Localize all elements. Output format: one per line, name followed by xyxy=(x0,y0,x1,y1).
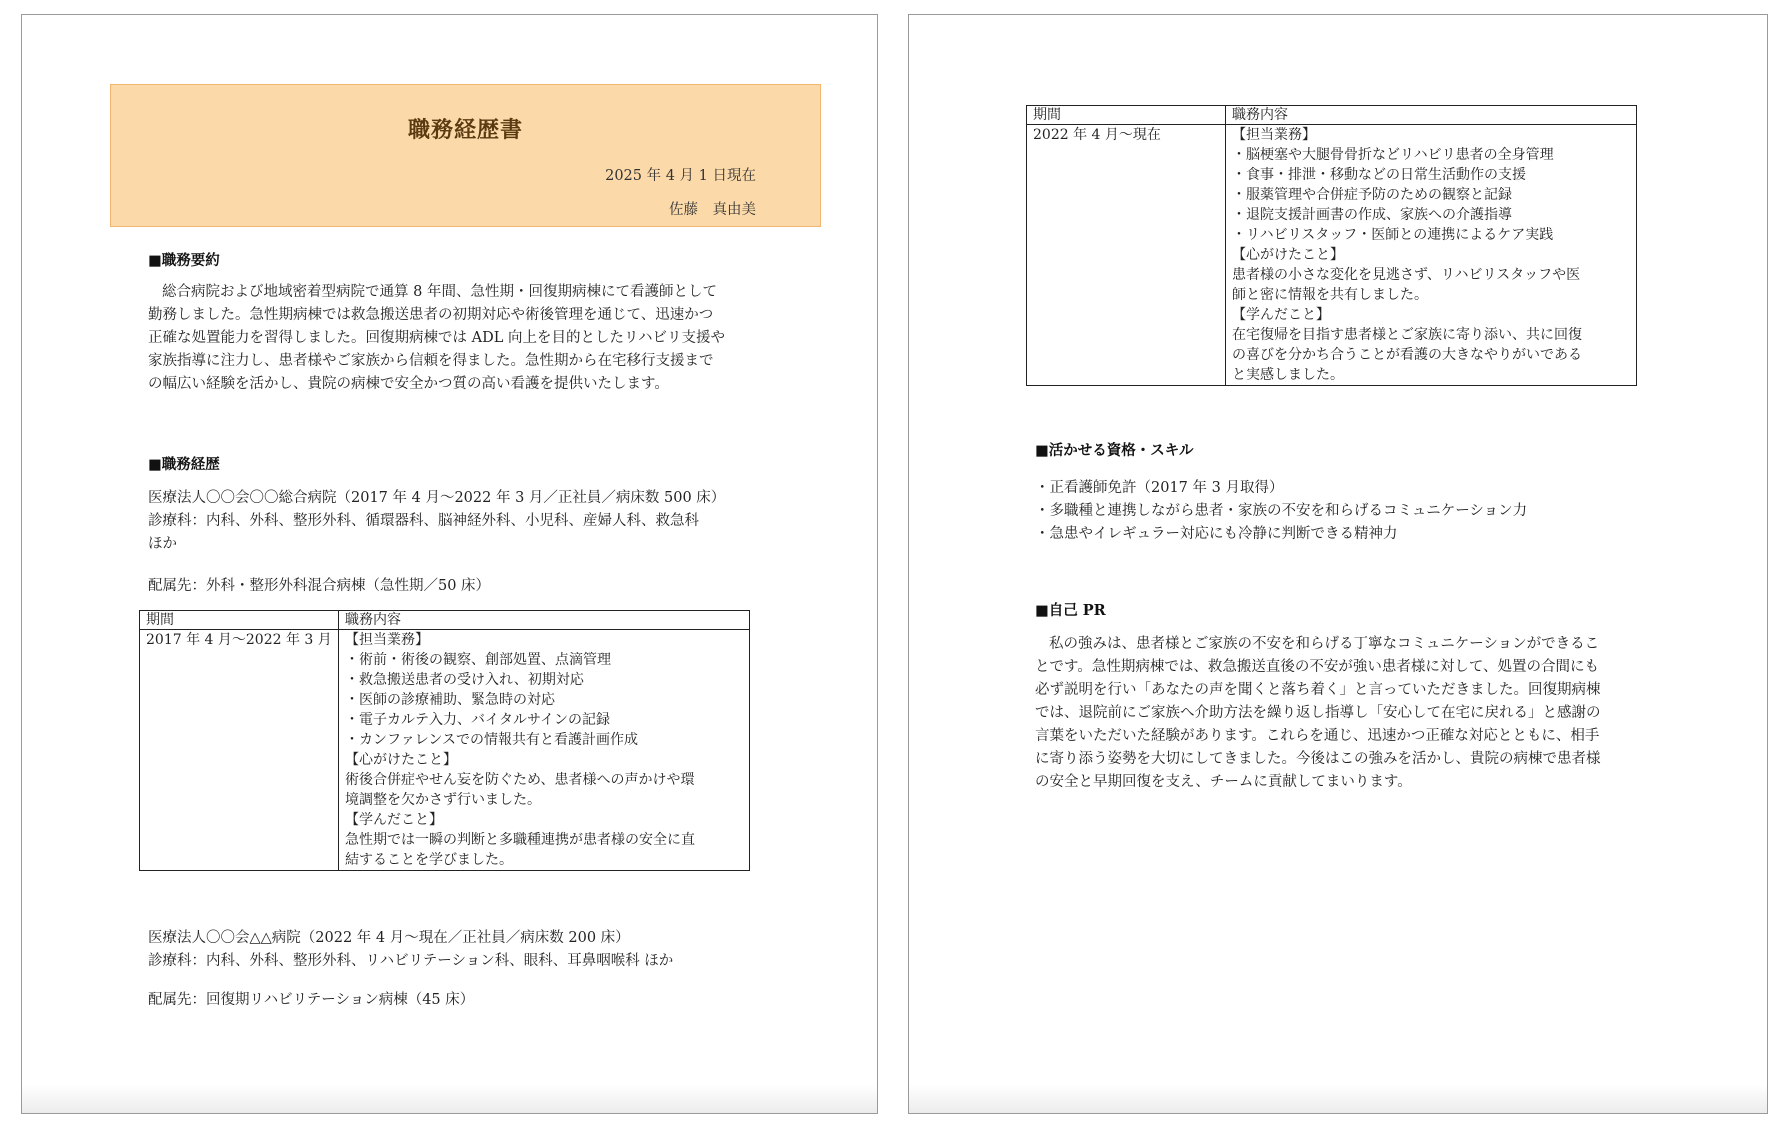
pr-line: とです。急性期病棟では、救急搬送直後の不安が強い患者様に対して、処置の合間にも xyxy=(1035,659,1600,675)
job-2-header xyxy=(148,927,788,973)
pr-line: の安全と早期回復を支え、チームに貢献してまいります。 xyxy=(1035,774,1412,790)
content-line: 在宅復帰を目指す患者様とご家族に寄り添い、共に回復 xyxy=(1232,327,1582,343)
job-1-dept: 診療科：内科、外科、整形外科、循環器科、脳神経外科、小児科、産婦人科、救急科 xyxy=(148,513,699,529)
content-line: 【心がけたこと】 xyxy=(1232,247,1344,263)
content-line: 結することを学びました。 xyxy=(345,852,513,868)
content-line: ・医師の診療補助、緊急時の対応 xyxy=(345,692,555,708)
content-line: ・退院支援計画書の作成、家族への介護指導 xyxy=(1232,207,1512,223)
table-row xyxy=(140,630,750,871)
job-1-table xyxy=(139,610,750,871)
period-cell: 2022 年 4 月～現在 xyxy=(1027,125,1226,386)
content-line: ・電子カルテ入力、バイタルサインの記録 xyxy=(345,712,611,728)
summary-heading: ■職務要約 xyxy=(148,252,220,269)
pr-text xyxy=(1035,633,1675,794)
content-line: 【担当業務】 xyxy=(1232,127,1316,143)
job-2-dept: 診療科：内科、外科、整形外科、リハビリテーション科、眼科、耳鼻咽喉科 ほか xyxy=(148,953,674,969)
skill-item: ・正看護師免許（2017 年 3 月取得） xyxy=(1035,480,1284,496)
content-line: ・リハビリスタッフ・医師との連携によるケア実践 xyxy=(1232,227,1554,243)
column-header-period: 期間 xyxy=(140,611,339,630)
content-line: 【担当業務】 xyxy=(345,632,429,648)
summary-line: 総合病院および地域密着型病院で通算 8 年間、急性期・回復期病棟にて看護師として xyxy=(162,284,717,300)
job-1-org: 医療法人〇〇会〇〇総合病院（2017 年 4 月～2022 年 3 月／正社員／病床数 500 床） xyxy=(148,490,726,506)
table-header-row xyxy=(1027,106,1637,125)
content-cell xyxy=(339,630,750,871)
skill-item: ・多職種と連携しながら患者・家族の不安を和らげるコミュニケーション力 xyxy=(1035,503,1528,519)
content-line: 【学んだこと】 xyxy=(345,812,443,828)
content-line: ・カンファレンスでの情報共有と看護計画作成 xyxy=(345,732,638,748)
skill-item: ・急患やイレギュラー対応にも冷静に判断できる精神力 xyxy=(1035,526,1398,542)
job-1-assignment: 配属先：外科・整形外科混合病棟（急性期／50 床） xyxy=(148,578,491,594)
summary-line: 正確な処置能力を習得しました。回復期病棟では ADL 向上を目的としたリハビリ支援や xyxy=(148,330,726,346)
content-line: 【心がけたこと】 xyxy=(345,752,457,768)
job-2-table xyxy=(1026,105,1637,386)
skills-list xyxy=(1035,477,1527,546)
content-line: ・術前・術後の観察、創部処置、点滴管理 xyxy=(345,652,611,668)
applicant-name: 佐藤 真由美 xyxy=(669,202,756,218)
job-2-assignment: 配属先：回復期リハビリテーション病棟（45 床） xyxy=(148,992,475,1008)
job-1-header xyxy=(148,487,788,556)
content-line: と実感しました。 xyxy=(1232,367,1344,383)
summary-line: 勤務しました。急性期病棟では救急搬送患者の初期対応や術後管理を通じて、迅速かつ xyxy=(148,307,714,323)
pr-line: に寄り添う姿勢を大切にしてきました。今後はこの強みを活かし、貴院の病棟で患者様 xyxy=(1035,751,1601,767)
content-line: 患者様の小さな変化を見逃さず、リハビリスタッフや医 xyxy=(1232,267,1581,283)
content-cell xyxy=(1226,125,1637,386)
content-line: の喜びを分かち合うことが看護の大きなやりがいである xyxy=(1232,347,1582,363)
content-line: 【学んだこと】 xyxy=(1232,307,1330,323)
job-2-org: 医療法人〇〇会△△病院（2022 年 4 月～現在／正社員／病床数 200 床） xyxy=(148,930,630,946)
content-line: 境調整を欠かさず行いました。 xyxy=(345,792,541,808)
content-line: 急性期では一瞬の判断と多職種連携が患者様の安全に直 xyxy=(345,832,695,848)
summary-text xyxy=(148,281,788,396)
content-line: 師と密に情報を共有しました。 xyxy=(1232,287,1428,303)
title-box xyxy=(110,84,821,227)
page-2 xyxy=(908,14,1768,1114)
document-title: 職務経歴書 xyxy=(407,117,523,143)
summary-line: の幅広い経験を活かし、貴院の病棟で安全かつ質の高い看護を提供いたします。 xyxy=(148,376,669,392)
skills-heading: ■活かせる資格・スキル xyxy=(1035,442,1194,459)
period-cell: 2017 年 4 月～2022 年 3 月 xyxy=(140,630,339,871)
table-header-row xyxy=(140,611,750,630)
pr-line: 私の強みは、患者様とご家族の不安を和らげる丁寧なコミュニケーションができるこ xyxy=(1049,636,1600,652)
job-1-dept: ほか xyxy=(148,536,177,552)
pr-line: 必ず説明を行い「あなたの声を聞くと落ち着く」と言っていただきました。回復期病棟 xyxy=(1035,682,1601,698)
summary-line: 家族指導に注力し、患者様やご家族から信頼を得ました。急性期から在宅移行支援まで xyxy=(148,353,714,369)
table-row xyxy=(1027,125,1637,386)
pr-heading: ■自己 PR xyxy=(1035,602,1106,619)
pr-line: 言葉をいただいた経験があります。これらを通じ、迅速かつ正確な対応とともに、相手 xyxy=(1035,728,1600,744)
column-header-content: 職務内容 xyxy=(339,611,750,630)
column-header-period: 期間 xyxy=(1027,106,1226,125)
content-line: ・救急搬送患者の受け入れ、初期対応 xyxy=(345,672,584,688)
column-header-content: 職務内容 xyxy=(1226,106,1637,125)
content-line: ・脳梗塞や大腿骨骨折などリハビリ患者の全身管理 xyxy=(1232,147,1554,163)
pr-line: では、退院前にご家族へ介助方法を繰り返し指導し「安心して在宅に戻れる」と感謝の xyxy=(1035,705,1601,721)
document-date: 2025 年 4 月 1 日現在 xyxy=(605,168,756,184)
content-line: ・食事・排泄・移動などの日常生活動作の支援 xyxy=(1232,167,1526,183)
content-line: 術後合併症やせん妄を防ぐため、患者様への声かけや環 xyxy=(345,772,695,788)
history-heading: ■職務経歴 xyxy=(148,456,220,473)
content-line: ・服薬管理や合併症予防のための観察と記録 xyxy=(1232,187,1512,203)
page-1 xyxy=(21,14,878,1114)
